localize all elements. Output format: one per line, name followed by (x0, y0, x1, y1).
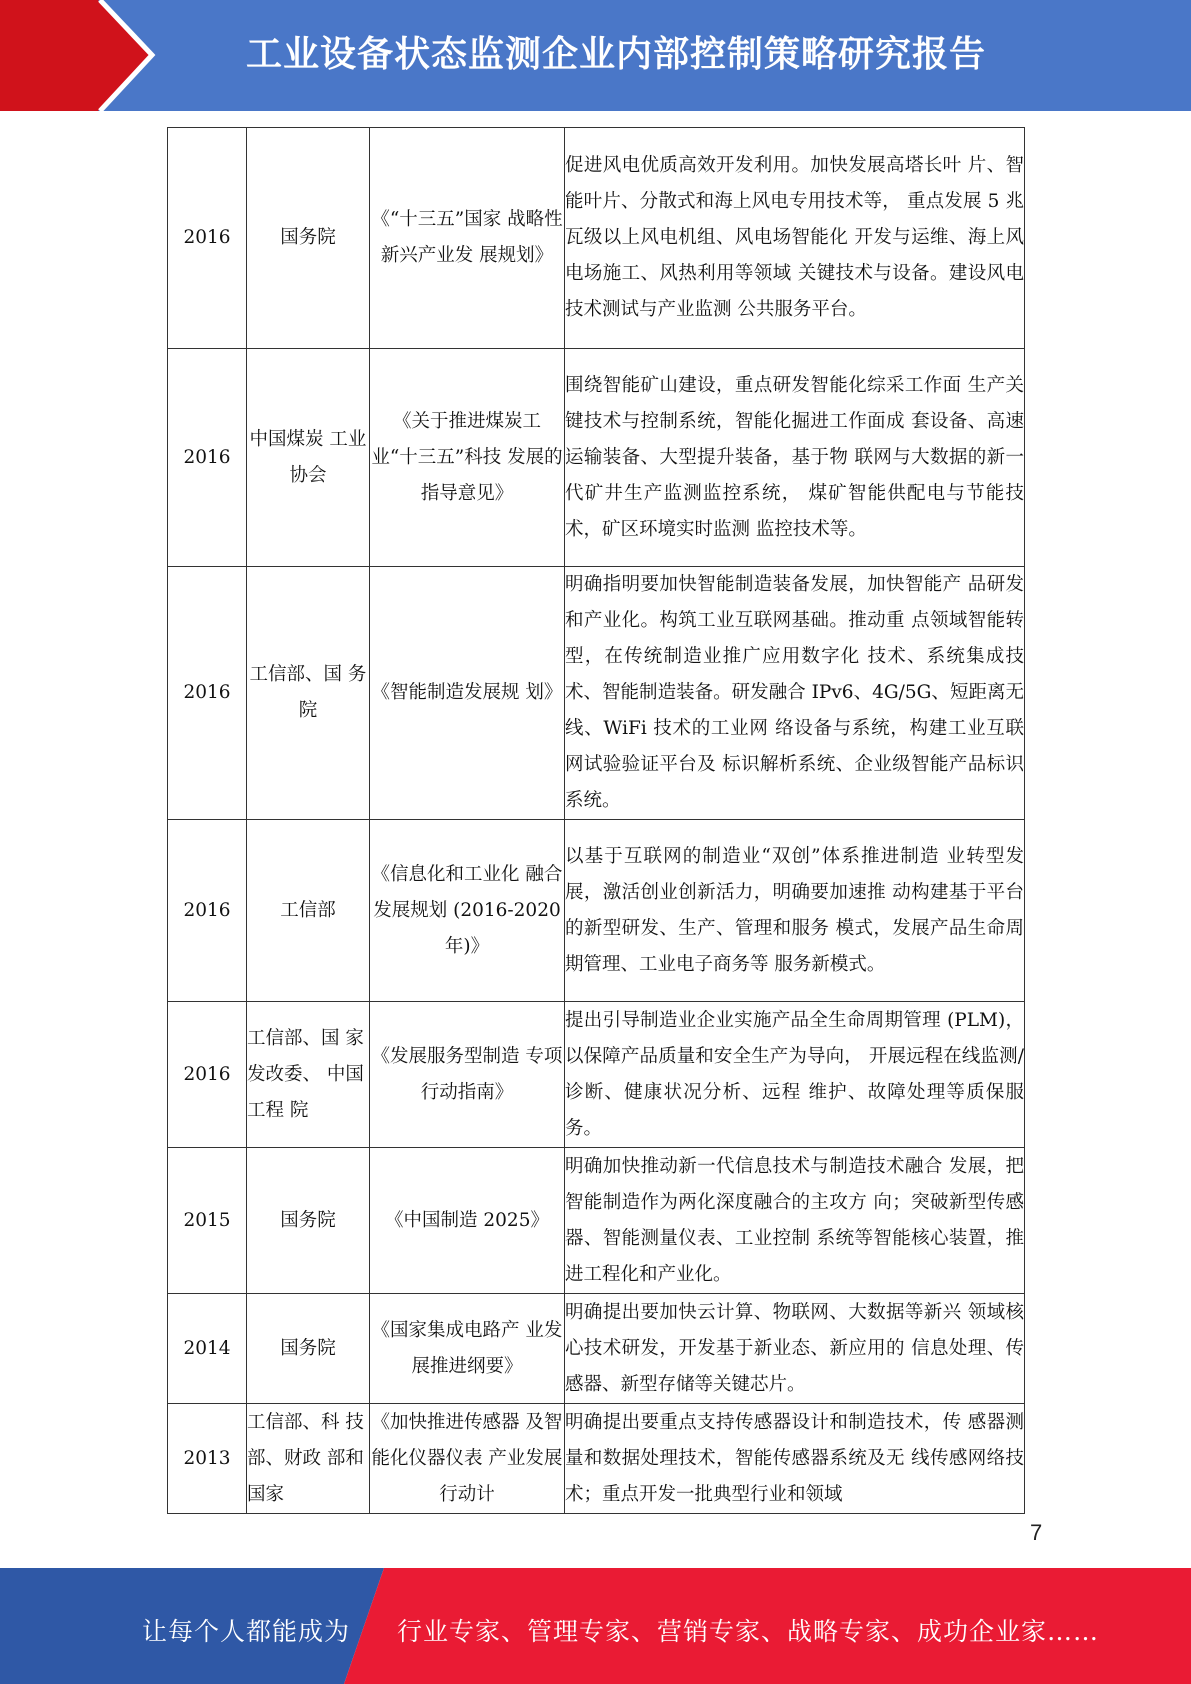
table-row (168, 349, 1025, 567)
document-cell: 《发展服务型制造 专项行动指南》 (370, 1002, 565, 1148)
content-cell: 明确指明要加快智能制造装备发展，加快智能产 品研发和产业化。构筑工业互联网基础。推动重 点领域智能转型，在传统制造业推广应用数字化 技术、系统集成技术、智能制造装备。研发融合 IPv6、4G/5G、短距离无线、WiFi 技术的工业网 络设备与系统，构建工业互联网试验验证平台及 标识解析系统、企业级智能产品标识系统。 (565, 567, 1025, 820)
department-cell: 国务院 (247, 1148, 370, 1294)
content-cell: 促进风电优质高效开发利用。加快发展高塔长叶 片、智能叶片、分散式和海上风电专用技术等， 重点发展 5 兆瓦级以上风电机组、风电场智能化 开发与运维、海上风电场施工、风热利用等领域 关键技术与设备。建设风电技术测试与产业监测 公共服务平台。 (565, 128, 1025, 349)
department-cell: 工信部、国 务院 (247, 567, 370, 820)
document-cell: 《国家集成电路产 业发展推进纲要》 (370, 1294, 565, 1404)
table-row (168, 1148, 1025, 1294)
content-cell: 明确提出要重点支持传感器设计和制造技术，传 感器测量和数据处理技术，智能传感器系统及无 线传感网络技术；重点开发一批典型行业和领域 (565, 1404, 1025, 1514)
year-cell: 2016 (168, 349, 247, 567)
content-cell: 提出引导制造业企业实施产品全生命周期管理 (PLM)，以保障产品质量和安全生产为导向， 开展远程在线监测/诊断、健康状况分析、远程 维护、故障处理等质保服务。 (565, 1002, 1025, 1148)
policy-table (167, 127, 1025, 1514)
table-row (168, 1294, 1025, 1404)
document-cell: 《关于推进煤炭工 业“十三五”科技 发展的指导意见》 (370, 349, 565, 567)
footer-slogan-left: 让每个人都能成为 (142, 1617, 351, 1646)
department-cell: 国务院 (247, 1294, 370, 1404)
document-cell: 《智能制造发展规 划》 (370, 567, 565, 820)
year-cell: 2014 (168, 1294, 247, 1404)
document-cell: 《加快推进传感器 及智能化仪器仪表 产业发展行动计 (370, 1404, 565, 1514)
content-cell: 以基于互联网的制造业“双创”体系推进制造 业转型发展，激活创业创新活力，明确要加速推 动构建基于平台的新型研发、生产、管理和服务 模式，发展产品生命周期管理、工业电子商务等 服务新模式。 (565, 820, 1025, 1002)
department-cell: 工信部、国 家发改委、 中国工程 院 (247, 1002, 370, 1148)
report-title: 工业设备状态监测企业内部控制策略研究报告 (246, 34, 987, 75)
department-cell: 工信部、科 技部、财政 部和国家 (247, 1404, 370, 1514)
year-cell: 2013 (168, 1404, 247, 1514)
content-cell: 明确提出要加快云计算、物联网、大数据等新兴 领域核心技术研发，开发基于新业态、新应用的 信息处理、传感器、新型存储等关键芯片。 (565, 1294, 1025, 1404)
table-row (168, 567, 1025, 820)
year-cell: 2015 (168, 1148, 247, 1294)
department-cell: 国务院 (247, 128, 370, 349)
year-cell: 2016 (168, 567, 247, 820)
page-number: 7 (1030, 1520, 1043, 1545)
content-cell: 明确加快推动新一代信息技术与制造技术融合 发展，把智能制造作为两化深度融合的主攻方 向；突破新型传感器、智能测量仪表、工业控制 系统等智能核心装置，推进工程化和产业化。 (565, 1148, 1025, 1294)
document-cell: 《中国制造 2025》 (370, 1148, 565, 1294)
page-header (0, 0, 1191, 111)
year-cell: 2016 (168, 128, 247, 349)
footer-slogan-right: 行业专家、管理专家、营销专家、战略专家、成功企业家…… (397, 1617, 1100, 1646)
document-cell: 《“十三五”国家 战略性新兴产业发 展规划》 (370, 128, 565, 349)
department-cell: 中国煤炭 工业协会 (247, 349, 370, 567)
year-cell: 2016 (168, 1002, 247, 1148)
content-cell: 围绕智能矿山建设，重点研发智能化综采工作面 生产关键技术与控制系统，智能化掘进工作面成 套设备、高速运输装备、大型提升装备，基于物 联网与大数据的新一代矿井生产监测监控系统， 煤矿智能供配电与节能技术，矿区环境实时监测 监控技术等。 (565, 349, 1025, 567)
table-row (168, 820, 1025, 1002)
department-cell: 工信部 (247, 820, 370, 1002)
year-cell: 2016 (168, 820, 247, 1002)
document-cell: 《信息化和工业化 融合发展规划 (2016-2020 年)》 (370, 820, 565, 1002)
page-footer (0, 1568, 1191, 1684)
table-row (168, 128, 1025, 349)
table-row (168, 1404, 1025, 1514)
table-row (168, 1002, 1025, 1148)
